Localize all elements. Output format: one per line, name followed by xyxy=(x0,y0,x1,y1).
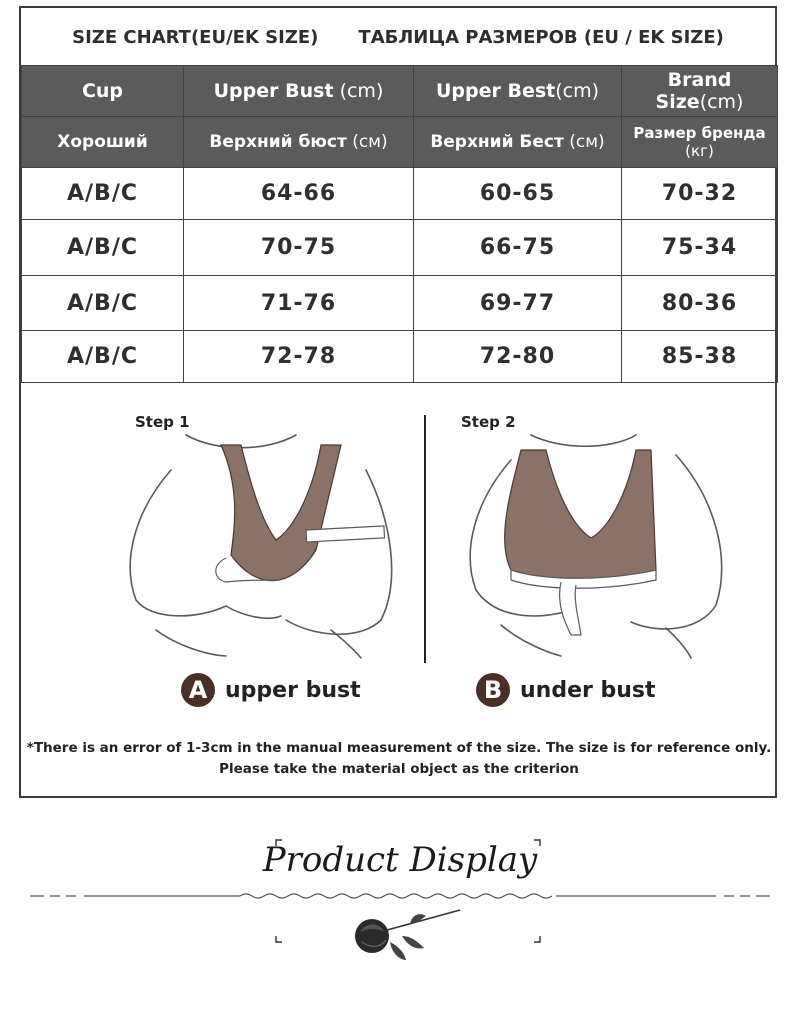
note-line-2: Please take the material object as the criterion xyxy=(219,761,579,777)
product-display-title: Product Display xyxy=(262,840,538,880)
cup-cell: A/B/C xyxy=(22,331,184,383)
product-display-banner xyxy=(0,830,800,970)
header-row-russian xyxy=(22,117,778,168)
brand-size-cell: 80-36 xyxy=(622,276,778,331)
brand-size-cell: 75-34 xyxy=(622,220,778,276)
table-row xyxy=(22,168,778,220)
brand-size-cell: 70-32 xyxy=(622,168,778,220)
measuring-tape-2 xyxy=(560,582,581,635)
note-line-1: *There is an error of 1-3cm in the manual measurement of the size. The size is for reference only. xyxy=(26,740,772,756)
rose-icon xyxy=(350,902,470,972)
header-cell-upper-bust-ru: Верхний бюст (см) xyxy=(184,117,414,168)
size-chart-card xyxy=(19,6,777,798)
upper-bust-cell: 71-76 xyxy=(184,276,414,331)
title-english: SIZE CHART(EU/EK SIZE) xyxy=(72,26,319,48)
header-cell-upper-best-ru: Верхний Бест (см) xyxy=(414,117,622,168)
upper-bust-illustration xyxy=(116,430,406,660)
caption-upper-bust xyxy=(181,673,361,707)
upper-best-cell: 60-65 xyxy=(414,168,622,220)
upper-best-cell: 72-80 xyxy=(414,331,622,383)
caption-upper-bust-text: upper bust xyxy=(225,677,361,703)
cup-cell: A/B/C xyxy=(22,168,184,220)
step-divider xyxy=(424,415,426,663)
cup-cell: A/B/C xyxy=(22,220,184,276)
upper-best-cell: 69-77 xyxy=(414,276,622,331)
caption-under-bust-text: under bust xyxy=(520,677,656,703)
header-row-english xyxy=(22,66,778,117)
header-cell-upper-bust: Upper Bust (cm) xyxy=(184,66,414,117)
measurement-steps xyxy=(21,385,777,715)
upper-best-cell: 66-75 xyxy=(414,220,622,276)
measurement-note xyxy=(21,738,777,780)
step2-label: Step 2 xyxy=(461,413,516,431)
header-cell-upper-best: Upper Best(cm) xyxy=(414,66,622,117)
header-cell-brand-size-ru: Размер бренда (кг) xyxy=(622,117,778,168)
upper-bust-cell: 70-75 xyxy=(184,220,414,276)
cup-cell: A/B/C xyxy=(22,276,184,331)
size-table xyxy=(21,65,778,383)
caption-under-bust xyxy=(476,673,656,707)
header-cell-cup: Cup xyxy=(22,66,184,117)
upper-bust-cell: 72-78 xyxy=(184,331,414,383)
table-row xyxy=(22,331,778,383)
badge-b: B xyxy=(476,673,510,707)
table-row xyxy=(22,276,778,331)
bra-shape xyxy=(221,445,341,560)
table-row xyxy=(22,220,778,276)
upper-bust-cell: 64-66 xyxy=(184,168,414,220)
bra-shape-2 xyxy=(505,450,656,585)
badge-a: A xyxy=(181,673,215,707)
brand-size-cell: 85-38 xyxy=(622,331,778,383)
title-russian: ТАБЛИЦА РАЗМЕРОВ (EU / EK SIZE) xyxy=(358,26,724,48)
under-bust-illustration xyxy=(451,430,741,660)
size-chart-title xyxy=(21,8,775,66)
step1-label: Step 1 xyxy=(135,413,190,431)
header-cell-brand-size: Brand Size(cm) xyxy=(622,66,778,117)
header-cell-cup-ru: Хороший xyxy=(22,117,184,168)
